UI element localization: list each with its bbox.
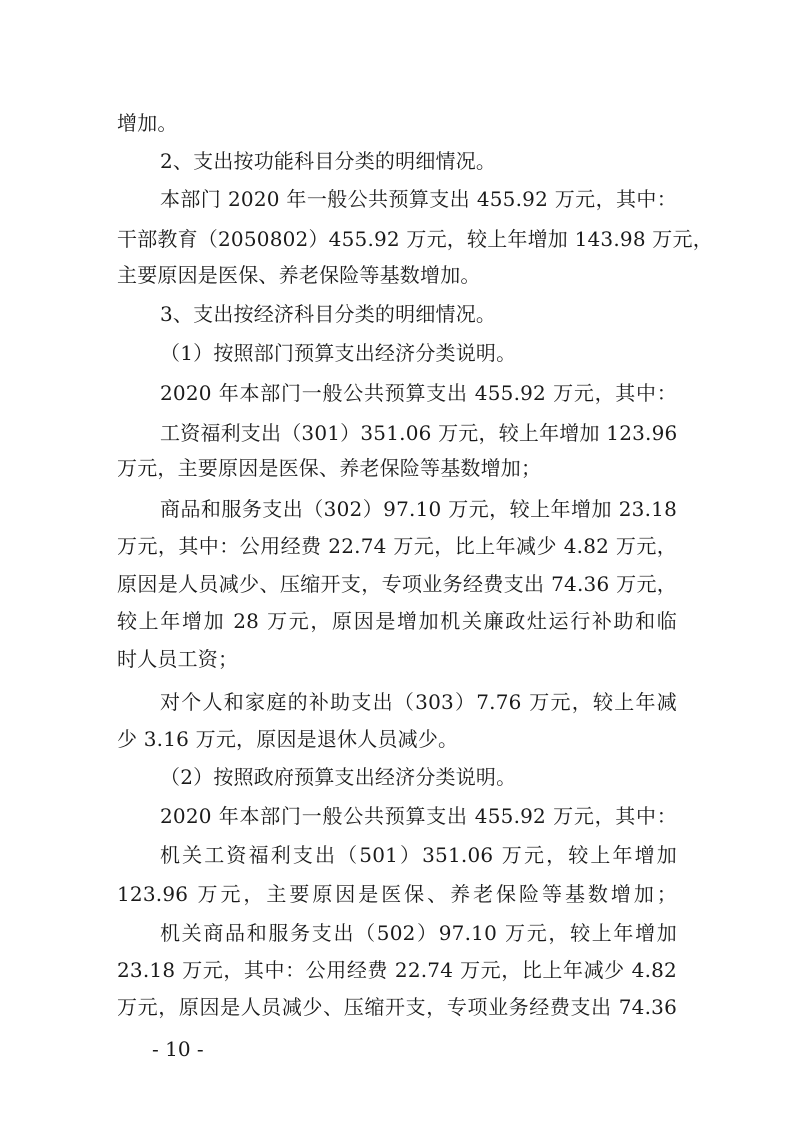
- text-line: 万元，其中：公用经费 22.74 万元，比上年减少 4.82 万元，: [117, 534, 677, 558]
- text-line: 主要原因是医保、养老保险等基数增加。: [117, 263, 481, 287]
- text-line: 增加。: [117, 111, 178, 135]
- text-line: 少 3.16 万元，原因是退休人员减少。: [117, 727, 459, 751]
- text-line: 本部门 2020 年一般公共预算支出 455.92 万元，其中：: [160, 187, 677, 211]
- text-line: 23.18 万元，其中：公用经费 22.74 万元，比上年减少 4.82: [117, 958, 677, 982]
- page-number: - 10 -: [152, 1037, 204, 1061]
- text-line: 万元，原因是人员减少、压缩开支，专项业务经费支出 74.36: [117, 995, 677, 1019]
- text-line: 万元，主要原因是医保、养老保险等基数增加；: [117, 456, 542, 480]
- text-line: 2020 年本部门一般公共预算支出 455.92 万元，其中：: [160, 381, 677, 405]
- text-line: 干部教育（2050802）455.92 万元，较上年增加 143.98 万元，: [117, 227, 713, 251]
- text-line: 商品和服务支出（302）97.10 万元，较上年增加 23.18: [160, 497, 677, 521]
- text-line: 工资福利支出（301）351.06 万元，较上年增加 123.96: [160, 421, 678, 445]
- text-line: 原因是人员减少、压缩开支，专项业务经费支出 74.36 万元，: [117, 572, 677, 596]
- text-line: 时人员工资；: [117, 647, 239, 671]
- text-line: 机关商品和服务支出（502）97.10 万元，较上年增加: [160, 921, 677, 945]
- text-line: 123.96 万元，主要原因是医保、养老保险等基数增加；: [117, 882, 677, 906]
- subsection-heading: （1）按照部门预算支出经济分类说明。: [160, 341, 517, 365]
- section-heading: 3、支出按经济科目分类的明细情况。: [160, 302, 497, 326]
- text-line: 机关工资福利支出（501）351.06 万元，较上年增加: [160, 843, 677, 867]
- text-line: 2020 年本部门一般公共预算支出 455.92 万元，其中：: [160, 804, 677, 828]
- subsection-heading: （2）按照政府预算支出经济分类说明。: [160, 765, 517, 789]
- section-heading: 2、支出按功能科目分类的明细情况。: [160, 149, 497, 173]
- text-line: 对个人和家庭的补助支出（303）7.76 万元，较上年减: [160, 690, 677, 714]
- text-line: 较上年增加 28 万元，原因是增加机关廉政灶运行补助和临: [117, 609, 677, 633]
